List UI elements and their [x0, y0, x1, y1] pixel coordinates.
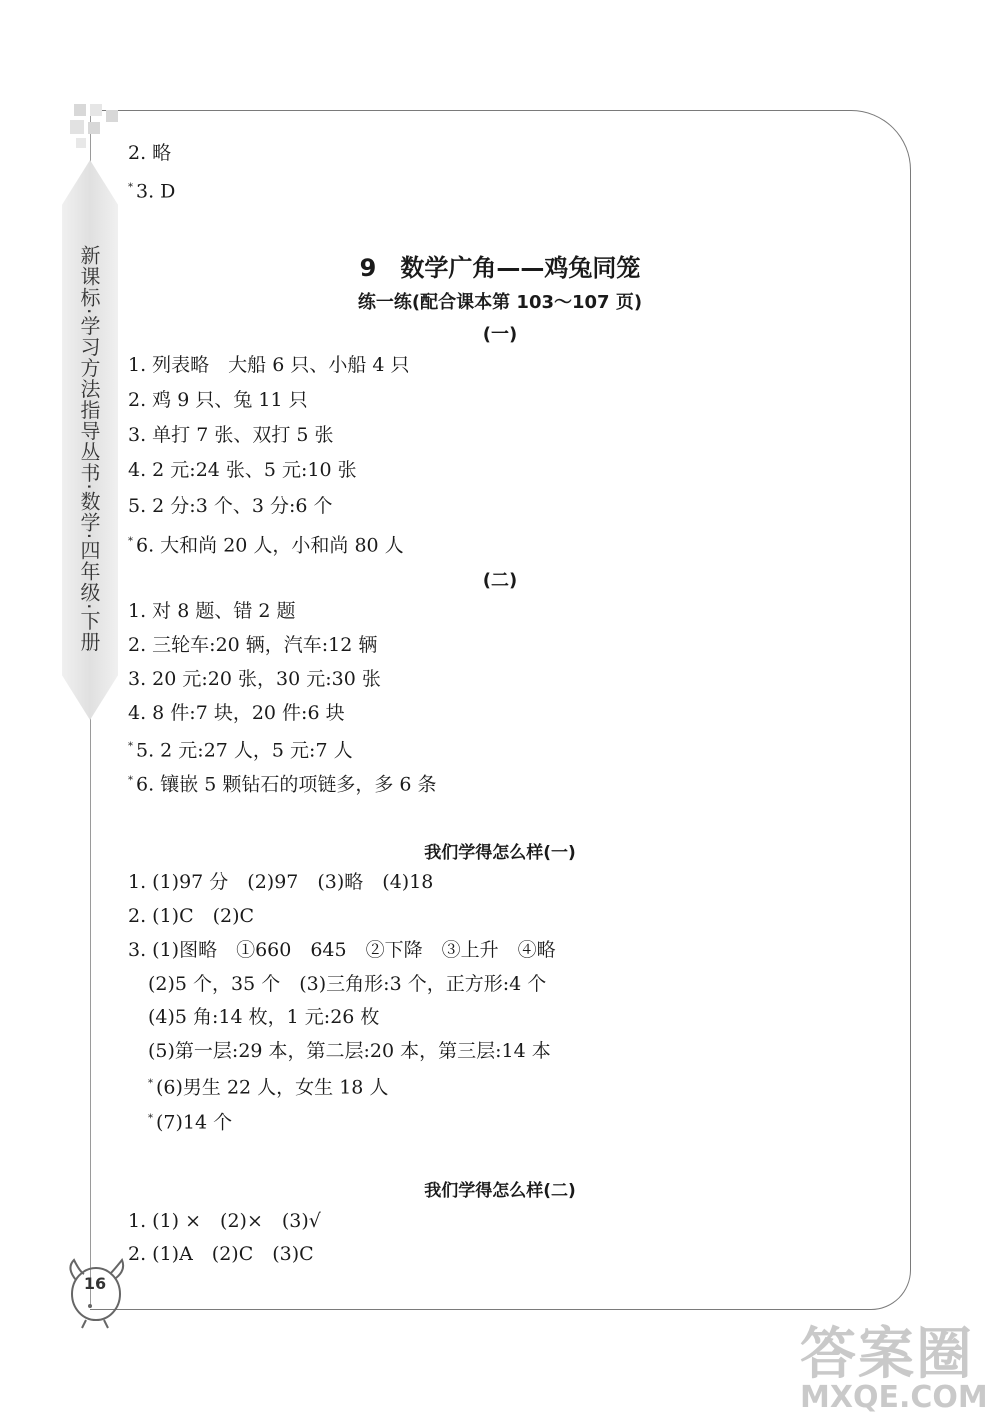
answer-line: 1. 列表略 大船 6 只、小船 4 只	[128, 354, 410, 376]
answer-line: 2. 鸡 9 只、兔 11 只	[128, 389, 308, 411]
answer-line: 2. 略	[128, 142, 172, 164]
answer-line: 1. (1)97 分 (2)97 (3)略 (4)18	[128, 871, 434, 893]
answer-line: 3. (1)图略 ①660 645 ②下降 ③上升 ④略	[128, 939, 556, 961]
star-mark: *	[128, 536, 133, 547]
answer-line: * (7)14 个	[148, 1111, 233, 1134]
answer-line: (5)第一层:29 本，第二层:20 本，第三层:14 本	[148, 1040, 551, 1062]
answer-line: (2)5 个，35 个 (3)三角形:3 个，正方形:4 个	[148, 973, 547, 995]
answer-line: * (6)男生 22 人，女生 18 人	[148, 1076, 389, 1099]
star-mark: *	[128, 775, 133, 786]
star-mark: *	[148, 1113, 153, 1124]
star-mark: *	[148, 1078, 153, 1089]
answer-line: 3. 单打 7 张、双打 5 张	[128, 424, 334, 446]
answer-line: 2. 三轮车:20 辆，汽车:12 辆	[128, 634, 378, 656]
answer-line: * 3. D	[128, 180, 176, 203]
answer-line: 5. 2 分:3 个、3 分:6 个	[128, 495, 333, 517]
star-mark: *	[128, 182, 133, 193]
answer-line: (4)5 角:14 枚，1 元:26 枚	[148, 1006, 380, 1028]
answer-line: 1. (1) × (2)× (3)√	[128, 1210, 321, 1232]
review-title-1: 我们学得怎么样(一)	[424, 843, 576, 863]
answer-line: 4. 2 元:24 张、5 元:10 张	[128, 459, 357, 481]
watermark-title: 答案圈	[800, 1322, 974, 1387]
star-mark: *	[128, 741, 133, 752]
chapter-title: 9 数学广角——鸡兔同笼	[359, 254, 641, 282]
review-title-2: 我们学得怎么样(二)	[424, 1181, 576, 1201]
part-heading-1: (一)	[482, 324, 518, 345]
answer-line: * 6. 大和尚 20 人，小和尚 80 人	[128, 534, 404, 557]
corner-squares-decoration	[64, 96, 134, 166]
answer-line: * 5. 2 元:27 人，5 元:7 人	[128, 739, 353, 762]
answer-line: 4. 8 件:7 块，20 件:6 块	[128, 702, 345, 724]
answer-line: 2. (1)A (2)C (3)C	[128, 1243, 314, 1265]
answer-line: 2. (1)C (2)C	[128, 905, 255, 927]
answer-line: 3. 20 元:20 张，30 元:30 张	[128, 668, 381, 690]
page-number: 16	[83, 1274, 107, 1293]
watermark-url: MXQE.COM	[800, 1380, 988, 1415]
answer-line: 1. 对 8 题、错 2 题	[128, 600, 296, 622]
part-heading-2: (二)	[482, 570, 518, 591]
chapter-subtitle: 练一练(配合课本第 103～107 页)	[357, 292, 643, 313]
spine-text: 新课标·学习方法指导丛书·数学·四年级·下册	[77, 245, 101, 653]
watermark-logo	[800, 1310, 990, 1420]
answer-line: * 6. 镶嵌 5 颗钻石的项链多，多 6 条	[128, 773, 437, 796]
